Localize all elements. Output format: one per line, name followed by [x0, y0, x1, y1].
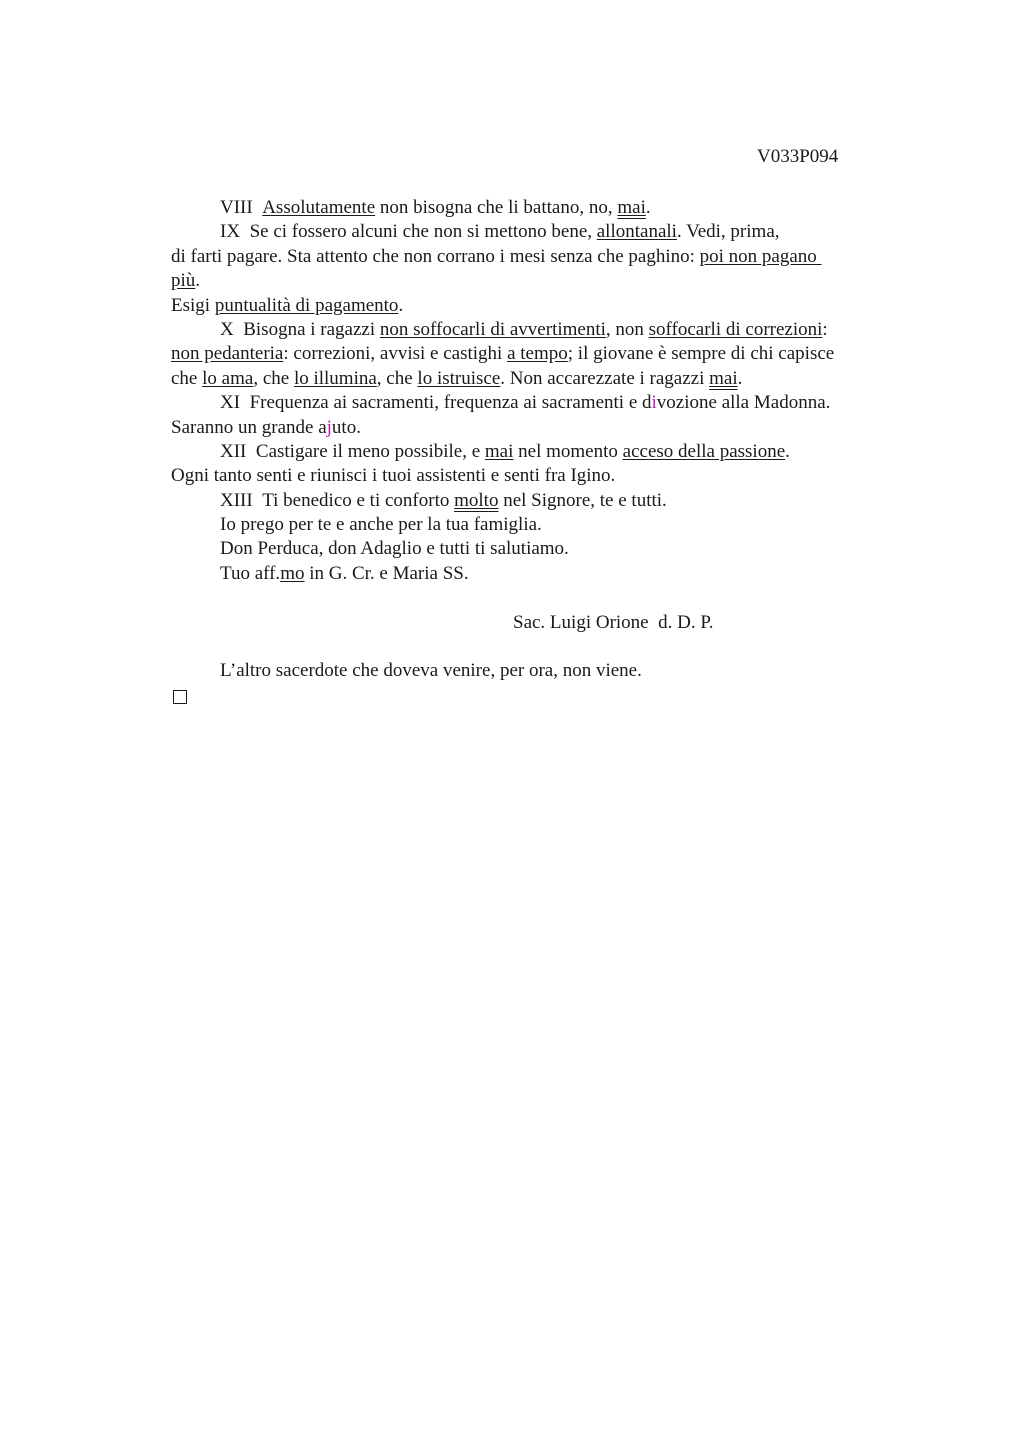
- underlined-text: mo: [280, 562, 305, 584]
- text-run: .: [398, 294, 404, 316]
- square-box-icon: [173, 690, 187, 704]
- text-run: , che: [253, 367, 294, 389]
- text-run: Se ci fossero alcuni che non si mettono bene,: [249, 221, 597, 243]
- underlined-text: lo istruisce: [417, 367, 501, 389]
- text-run: . Non accarezzate i ragazzi: [500, 367, 710, 389]
- text-run: , che: [376, 367, 418, 389]
- text-run: in G. Cr. e Maria SS.: [304, 562, 469, 584]
- text-run: Saranno un grande a: [171, 416, 327, 438]
- paragraph-x-line-2: [171, 342, 891, 366]
- underlined-text: Assolutamente: [262, 197, 376, 218]
- paragraph-ix: [171, 220, 891, 244]
- letter-body: [171, 196, 891, 708]
- text-run: che: [171, 367, 203, 389]
- document-reference-code: V033P094: [757, 146, 839, 167]
- text-run: , non: [605, 318, 649, 340]
- closing-line-greetings: Don Perduca, don Adaglio e tutti ti salutiamo.: [220, 538, 569, 560]
- paragraph-xii-line-2: [171, 464, 891, 488]
- paragraph-number: XII: [220, 440, 247, 462]
- paragraph-x-line-3: [171, 367, 891, 391]
- text-run: Ogni tanto senti e riunisci i tuoi assistenti e senti fra Igino.: [171, 465, 616, 487]
- underlined-text: lo ama: [202, 367, 254, 389]
- paragraph-xi: [171, 391, 891, 415]
- text-run: .: [785, 440, 790, 462]
- text-run: nel momento: [513, 440, 623, 462]
- underlined-text: lo illumina: [293, 367, 377, 389]
- paragraph-number: X: [220, 318, 234, 340]
- highlighted-letter: j: [326, 416, 332, 438]
- paragraph-number: XI: [220, 392, 241, 414]
- spacer: [171, 586, 891, 610]
- double-underlined-text: molto: [454, 489, 499, 511]
- underlined-text: mai: [484, 440, 514, 462]
- closing-line-valediction: [171, 562, 891, 586]
- end-marker: [171, 684, 891, 708]
- text-run: :: [822, 318, 828, 340]
- text-run: .: [195, 270, 201, 292]
- underlined-text: puntualità di pagamento: [214, 294, 399, 316]
- paragraph-number: VIII: [220, 197, 253, 218]
- double-underlined-text: mai: [709, 367, 738, 389]
- spacer: [171, 635, 891, 659]
- text-run: Castigare il meno possibile, e: [255, 440, 485, 462]
- text-run: : correzioni, avvisi e castighi: [283, 343, 508, 365]
- highlighted-letter: i: [651, 392, 657, 414]
- text-run: Ti benedico e ti conforto: [262, 489, 455, 511]
- text-run: Frequenza ai sacramenti, frequenza ai sacramenti e d: [249, 392, 652, 414]
- underlined-text: non soffocarli di avvertimenti: [379, 318, 606, 340]
- text-run: uto.: [331, 416, 361, 438]
- paragraph-viii: [171, 196, 891, 220]
- text-run: . Vedi, prima,: [676, 221, 780, 243]
- underlined-text: poi non pagano: [699, 245, 822, 267]
- text-run: Esigi: [171, 294, 215, 316]
- text-run: Tuo aff.: [220, 562, 281, 584]
- text-run: non bisogna che li battano, no,: [375, 197, 618, 218]
- paragraph-xii: [171, 440, 891, 464]
- paragraph-number: IX: [220, 221, 241, 243]
- text-run: .: [737, 367, 743, 389]
- paragraph-ix-line-2: [171, 245, 891, 269]
- paragraph-ix-line-4: [171, 294, 891, 318]
- paragraph-ix-line-3: [171, 269, 891, 293]
- text-run: di farti pagare. Sta attento che non corrano i mesi senza che paghino:: [171, 245, 700, 267]
- underlined-text: a tempo: [507, 343, 568, 365]
- paragraph-number: XIII: [220, 489, 253, 511]
- underlined-text: non pedanteria: [171, 343, 284, 365]
- text-run: ; il giovane è sempre di chi capisce: [567, 343, 835, 365]
- postscript: L’altro sacerdote che doveva venire, per ora, non viene.: [220, 660, 642, 682]
- paragraph-xi-line-2: [171, 416, 891, 440]
- underlined-text: soffocarli di correzioni: [648, 318, 823, 340]
- double-underlined-text: mai: [617, 197, 646, 218]
- underlined-text: più: [171, 270, 196, 292]
- signature: Sac. Luigi Orione d. D. P.: [513, 611, 714, 633]
- paragraph-xiii: [171, 489, 891, 513]
- underlined-text: acceso della passione: [622, 440, 786, 462]
- text-run: Bisogna i ragazzi: [243, 318, 380, 340]
- text-run: .: [645, 197, 651, 218]
- underlined-text: allontanali: [596, 221, 677, 243]
- text-run: vozione alla Madonna.: [656, 392, 831, 414]
- closing-line-prayer: Io prego per te e anche per la tua famiglia.: [220, 514, 542, 536]
- paragraph-x: [171, 318, 891, 342]
- text-run: nel Signore, te e tutti.: [498, 489, 667, 511]
